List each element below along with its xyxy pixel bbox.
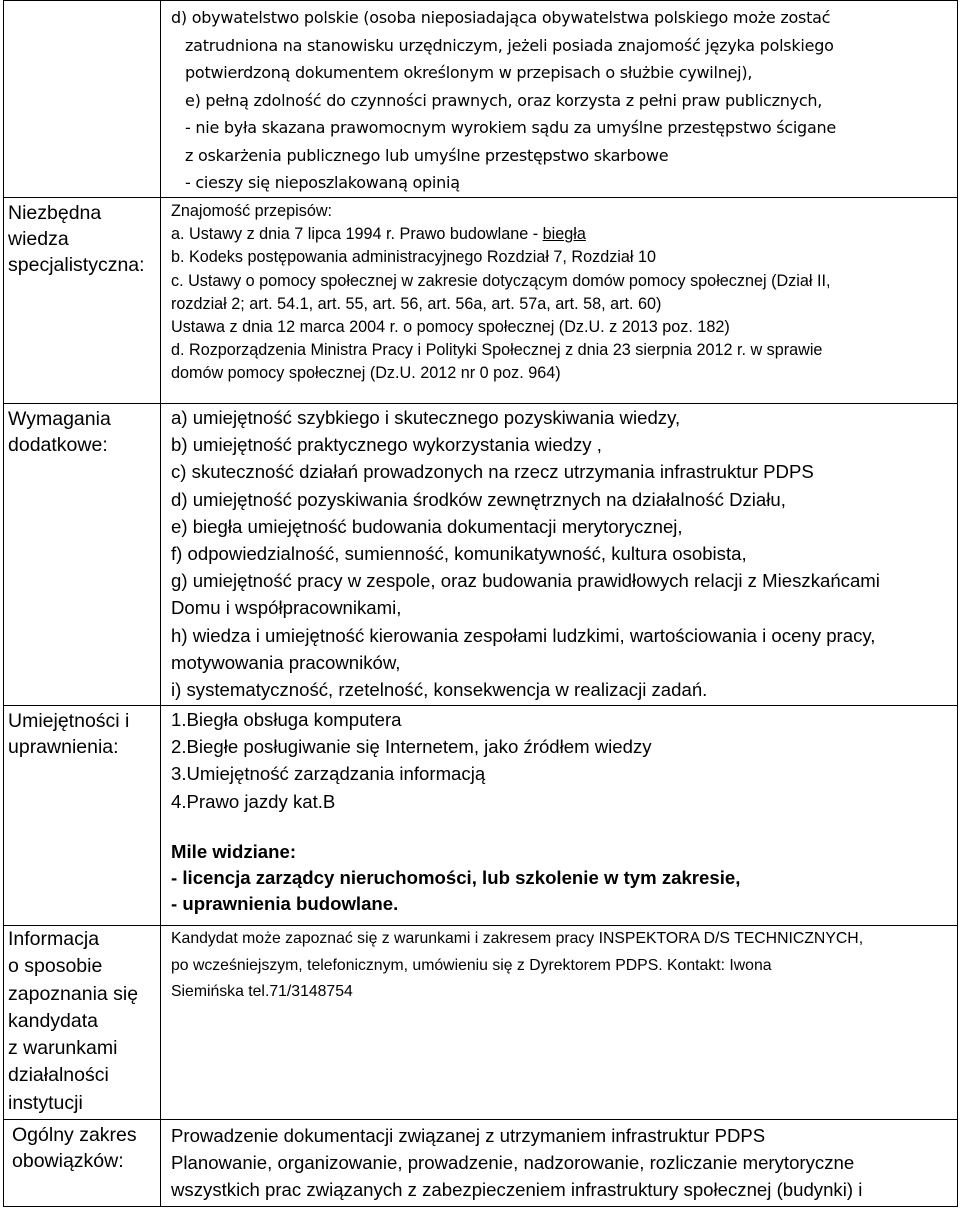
text-line: b) umiejętność praktycznego wykorzystania wiedzy ,: [171, 434, 602, 456]
label-line: instytucji: [8, 1091, 83, 1114]
label-line: uprawnienia:: [8, 736, 119, 758]
basic-requirements-cell: [161, 1, 958, 198]
label-duties: [4, 1120, 161, 1207]
label-line: wiedza: [8, 228, 69, 250]
label-specialist-knowledge: [4, 198, 161, 404]
label-line: kandydata: [8, 1009, 98, 1032]
nice-to-have: [171, 839, 957, 917]
law-a-text: a. Ustawy z dnia 7 lipca 1994 r. Prawo budowlane -: [171, 225, 543, 244]
text-line: po wcześniejszym, telefonicznym, umówieniu się z Dyrektorem PDPS. Kontakt: Iwona: [171, 956, 772, 974]
label-line: z warunkami: [8, 1037, 118, 1060]
text-line: Domu i współpracownikami,: [171, 597, 402, 619]
document-page: [3, 0, 957, 1209]
text-line: Planowanie, organizowanie, prowadzenie, nadzorowanie, rozliczanie merytoryczne: [171, 1152, 855, 1174]
text-line: d. Rozporządzenia Ministra Pracy i Polityki Społecznej z dnia 23 sierpnia 2012 r. w sprawie: [171, 341, 823, 360]
label-cell-empty: [4, 1, 161, 198]
label-line: Informacja: [8, 928, 100, 950]
text-line: e) biegła umiejętność budowania dokumentacji merytorycznej,: [171, 515, 683, 537]
label-line: Wymagania: [8, 408, 111, 430]
row-duties: [4, 1120, 958, 1207]
specialist-knowledge-cell: [161, 198, 958, 404]
label-line: zapoznania się: [8, 982, 139, 1005]
row-info: [4, 926, 958, 1120]
label-line: obowiązków:: [12, 1150, 124, 1172]
text-line: zatrudniona na stanowisku urzędniczym, jeżeli posiada znajomość języka polskiego: [185, 35, 834, 55]
text-line: d) obywatelstwo polskie (osoba nieposiadająca obywatelstwa polskiego może zostać: [171, 8, 831, 27]
text-line: - nie była skazana prawomocnym wyrokiem sądu za umyślne przestępstwo ścigane: [185, 118, 836, 137]
text-line: Kandydat może zapoznać się z warunkami i zakresem pracy INSPEKTORA D/S TECHNICZNYCH,: [171, 930, 864, 947]
text-line: - uprawnienia budowlane.: [171, 892, 399, 914]
text-line: g) umiejętność pracy w zespole, oraz budowania prawidłowych relacji z Mieszkańcami: [171, 570, 880, 592]
text-line: Ustawa z dnia 12 marca 2004 r. o pomocy społecznej (Dz.U. z 2013 poz. 182): [171, 318, 730, 337]
duties-cell: [161, 1120, 958, 1207]
text-line: d) umiejętność pozyskiwania środków zewnętrznych na działalność Działu,: [171, 488, 786, 510]
text-line: 4.Prawo jazdy kat.B: [171, 790, 336, 812]
label-line: Ogólny zakres: [12, 1124, 137, 1146]
skills-cell: [161, 706, 958, 926]
skills-list: [171, 706, 957, 815]
text-line: 2.Biegłe posługiwanie się Internetem, jako źródłem wiedzy: [171, 736, 652, 758]
text-line: wszystkich prac związanych z zabezpieczeniem infrastruktury społecznej (budynki) i: [171, 1179, 863, 1201]
text-line: a) umiejętność szybkiego i skutecznego pozyskiwania wiedzy,: [171, 407, 681, 428]
label-line: specjalistyczna:: [8, 254, 145, 276]
text-line: [171, 223, 957, 246]
label-line: o sposobie: [8, 955, 103, 978]
text-line: rozdział 2; art. 54.1, art. 55, art. 56, art. 56a, art. 57a, art. 58, art. 60): [171, 294, 662, 313]
label-line: dodatkowe:: [8, 434, 108, 456]
info-cell: [161, 926, 958, 1120]
text-line: b. Kodeks postępowania administracyjnego Rozdział 7, Rozdział 10: [171, 248, 657, 267]
text-line: c. Ustawy o pomocy społecznej w zakresie dotyczącym domów pomocy społecznej (Dział II,: [171, 271, 831, 290]
text-line: 3.Umiejętność zarządzania informacją: [171, 763, 486, 785]
row-skills: [4, 706, 958, 926]
proficiency-link[interactable]: biegła: [542, 225, 586, 244]
additional-requirements-cell: [161, 404, 958, 706]
label-line: działalności: [8, 1064, 109, 1087]
row-specialist-knowledge: [4, 198, 958, 404]
row-basic-requirements: [4, 1, 958, 198]
text-line: Siemińska tel.71/3148754: [171, 983, 353, 1000]
text-line: domów pomocy społecznej (Dz.U. 2012 nr 0 poz. 964): [171, 364, 561, 383]
text-line: i) systematyczność, rzetelność, konsekwencja w realizacji zadań.: [171, 679, 708, 701]
text-line: z oskarżenia publicznego lub umyślne przestępstwo skarbowe: [185, 145, 669, 165]
job-requirements-table: [3, 0, 958, 1207]
text-line: Prowadzenie dokumentacji związanej z utrzymaniem infrastruktur PDPS: [171, 1125, 766, 1146]
text-line: 1.Biegła obsługa komputera: [171, 709, 402, 730]
label-additional-requirements: [4, 404, 161, 706]
text-line: c) skuteczność działań prowadzonych na rzecz utrzymania infrastruktur PDPS: [171, 461, 814, 483]
text-line: - licencja zarządcy nieruchomości, lub szkolenie w tym zakresie,: [171, 866, 741, 888]
text-line: potwierdzoną dokumentem określonym w przepisach o służbie cywilnej),: [185, 63, 753, 82]
text-line: h) wiedza i umiejętność kierowania zespołami ludzkimi, wartościowania i oceny pracy,: [171, 624, 876, 646]
text-line: e) pełną zdolność do czynności prawnych, oraz korzysta z pełni praw publicznych,: [185, 90, 823, 110]
label-skills: [4, 706, 161, 926]
text-line: motywowania pracowników,: [171, 651, 401, 673]
regulations-intro: Znajomość przepisów:: [171, 202, 333, 220]
nice-to-have-heading: Mile widziane:: [171, 840, 297, 862]
text-line: f) odpowiedzialność, sumienność, komunikatywność, kultura osobista,: [171, 543, 747, 565]
label-line: Umiejętności i: [8, 710, 130, 732]
row-additional-requirements: [4, 404, 958, 706]
label-info: [4, 926, 161, 1120]
text-line: - cieszy się nieposzlakowaną opinią: [185, 173, 460, 192]
label-line: Niezbędna: [8, 202, 102, 224]
